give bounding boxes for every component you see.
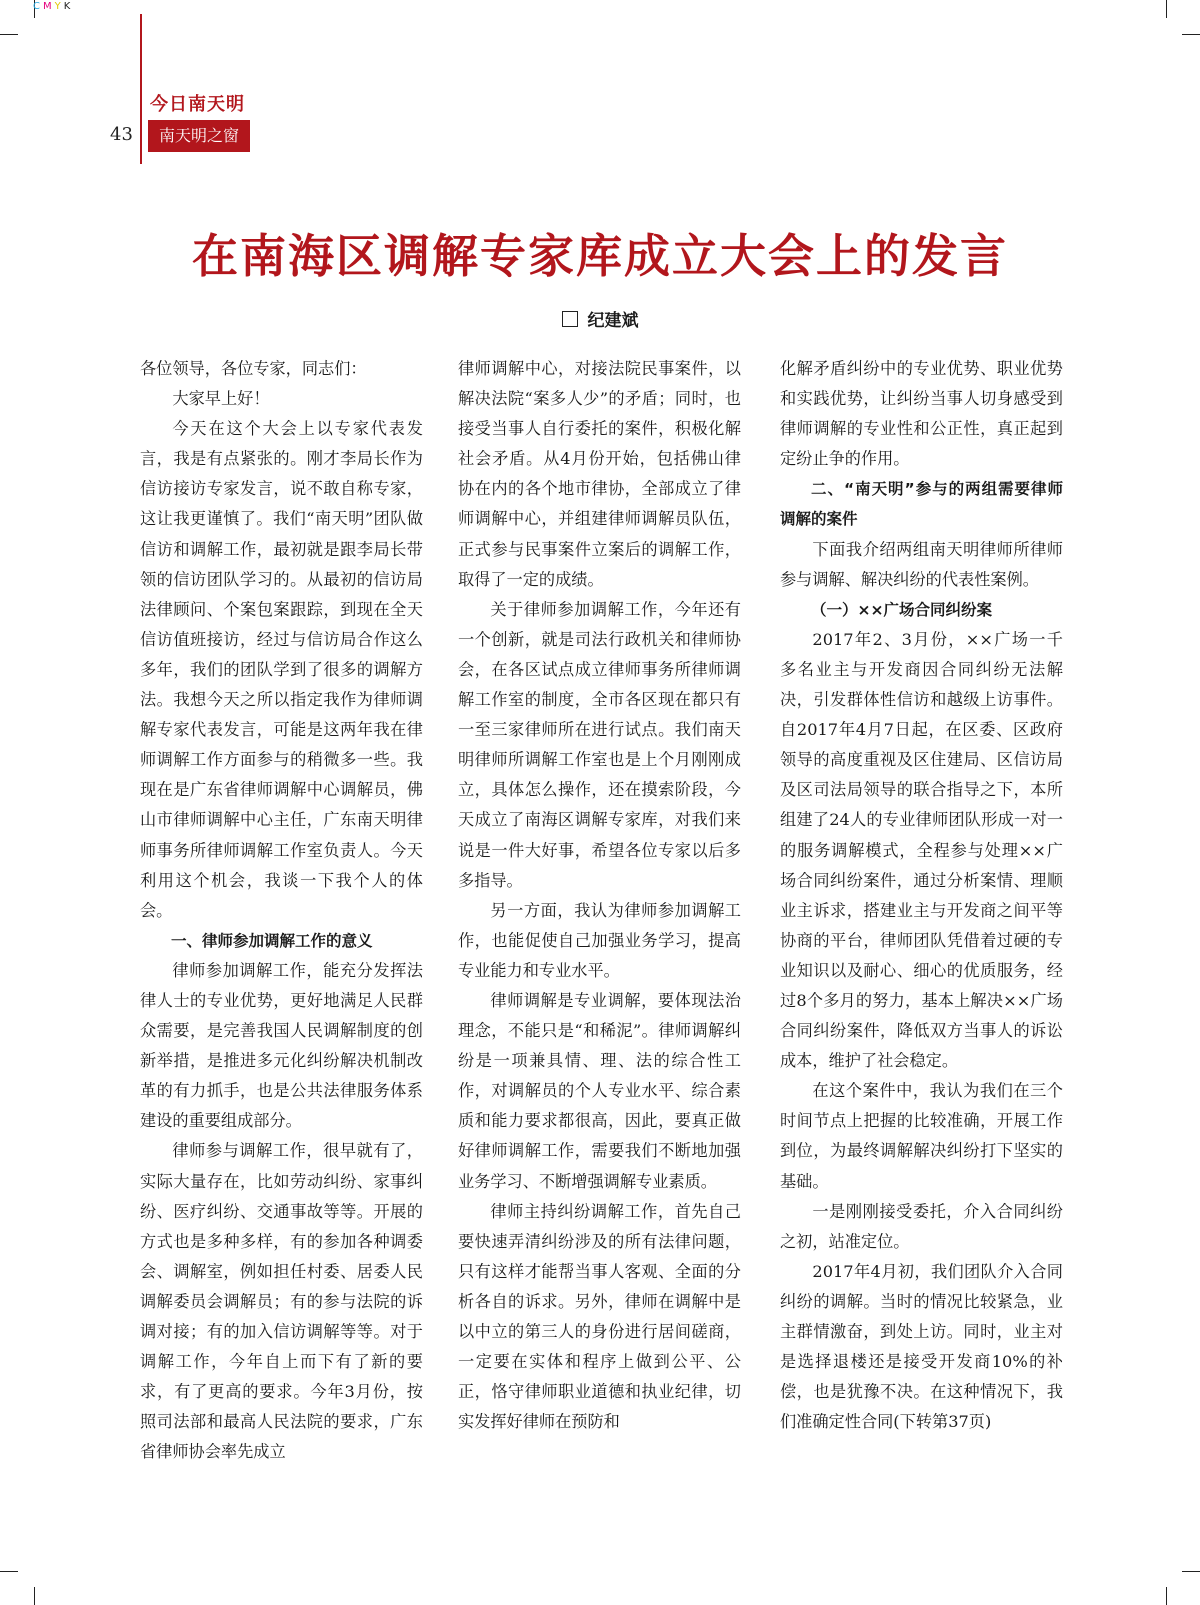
crop-mark-tr-v [1166, 0, 1167, 18]
paragraph: 律师参加调解工作，能充分发挥法律人士的专业优势，更好地满足人民群众需要，是完善我国人民调解制度的创新举措，是推进多元化纠纷解决机制改革的有力抓手，也是公共法律服务体系建设的重要组成部分。 [140, 960, 423, 1131]
crop-mark-br-v [1166, 1587, 1167, 1605]
crop-mark-tl-h [0, 34, 18, 35]
paragraph: 在这个案件中，我认为我们在三个时间节点上把握的比较准确，开展工作到位，为最终调解解决纠纷打下坚实的基础。 [780, 1081, 1063, 1191]
paragraph: 律师主持纠纷调解工作，首先自己要快速弄清纠纷涉及的所有法律问题，只有这样才能帮当事人客观、全面的分析各自的诉求。另外，律师在调解中是以中立的第三人的身份进行居间磋商，一定要在实体和程序上做到公平、公正，恪守律师职业道德和执业纪律，切实发挥好律师在预防和 [458, 1201, 741, 1432]
text-column-3 [780, 354, 1063, 1437]
paragraph: 今天在这个大会上以专家代表发言，我是有点紧张的。刚才李局长作为信访接访专家发言，说不敢自称专家，这让我更谨慎了。我们“南天明”团队做信访和调解工作，最初就是跟李局长带领的信访团队学习的。从最初的信访局法律顾问、个案包案跟踪，到现在全天信访值班接访，经过与信访局合作这么多年，我们的团队学到了很多的调解方法。我想今天之所以指定我作为律师调解专家代表发言，可能是这两年我在律师调解工作方面参与的稍微多一些。我现在是广东省律师调解中心调解员，佛山市律师调解中心主任，广东南天明律师事务所律师调解工作室负责人。今天利用这个机会，我谈一下我个人的体会。 [140, 419, 423, 920]
section-heading: 二、“南天明”参与的两组需要律师调解的案件 [780, 480, 1063, 529]
text-column-2 [458, 354, 741, 1437]
subsection-heading: （一）××广场合同纠纷案 [811, 600, 992, 619]
salutation: 各位领导，各位专家，同志们： [140, 359, 367, 378]
text-column-1 [140, 354, 423, 1467]
cmyk-registration-label [33, 1, 73, 12]
crop-mark-bl-h [0, 1571, 18, 1572]
paragraph: 律师参与调解工作，很早就有了，实际大量存在，比如劳动纠纷、家事纠纷、医疗纠纷、交通事故等等。开展的方式也是多种多样，有的参加各种调委会、调解室，例如担任村委、居委人民调解委员会调解员；有的参与法院的诉调对接；有的加入信访调解等等。对于调解工作，今年自上而下有了新的要求，有了更高的要求。今年3月份，按照司法部和最高人民法院的要求，广东省律师协会率先成立 [140, 1141, 423, 1462]
byline-box-icon [562, 311, 578, 327]
paragraph: 大家早上好！ [172, 389, 270, 409]
paragraph: 另一方面，我认为律师参加调解工作，也能促使自己加强业务学习，提高专业能力和专业水平。 [458, 900, 741, 980]
page-number: 43 [110, 124, 133, 145]
cmyk-k: K [63, 1, 74, 12]
cmyk-y: Y [54, 1, 64, 12]
crop-mark-bl-v [34, 1587, 35, 1605]
article-title: 在南海区调解专家库成立大会上的发言 [192, 229, 1008, 283]
cmyk-c: C [33, 1, 43, 12]
paragraph: 下面我介绍两组南天明律师所律师参与调解、解决纠纷的代表性案例。 [780, 539, 1063, 589]
paragraph-continued: 化解矛盾纠纷中的专业优势、职业优势和实践优势，让纠纷当事人切身感受到律师调解的专业性和公正性，真正起到定纷止争的作用。 [780, 359, 1063, 469]
crop-mark-tr-h [1182, 34, 1200, 35]
author-name: 纪建斌 [587, 311, 639, 331]
paragraph: 2017年4月初，我们团队介入合同纠纷的调解。当时的情况比较紧急，业主群情激奋，到处上访。同时，业主对是选择退楼还是接受开发商10%的补偿，也是犹豫不决。在这种情况下，我们准确定性合同(下转第37页) [780, 1261, 1063, 1432]
paragraph: 律师调解是专业调解，要体现法治理念，不能只是“和稀泥”。律师调解纠纷是一项兼具情、理、法的综合性工作，对调解员的个人专业水平、综合素质和能力要求都很高，因此，要真正做好律师调解工作，需要我们不断地加强业务学习、不断增强调解专业素质。 [458, 990, 741, 1191]
column-tag: 南天明之窗 [148, 120, 250, 152]
cmyk-m: M [42, 1, 55, 12]
header-red-rule [140, 14, 142, 164]
byline [0, 306, 1200, 331]
paragraph: 一是刚刚接受委托，介入合同纠纷之初，站准定位。 [780, 1201, 1063, 1251]
paragraph: 关于律师参加调解工作，今年还有一个创新，就是司法行政机关和律师协会，在各区试点成立律师事务所律师调解工作室的制度，全市各区现在都只有一至三家律师所在进行试点。我们南天明律师所调解工作室也是上个月刚刚成立，具体怎么操作，还在摸索阶段，今天成立了南海区调解专家库，对我们来说是一件大好事，希望各位专家以后多多指导。 [458, 599, 741, 890]
paragraph: 2017年2、3月份，××广场一千多名业主与开发商因合同纠纷无法解决，引发群体性信访和越级上访事件。自2017年4月7日起，在区委、区政府领导的高度重视及区住建局、区信访局及区司法局领导的联合指导之下，本所组建了24人的专业律师团队形成一对一的服务调解模式，全程参与处理××广场合同纠纷案件，通过分析案情、理顺业主诉求，搭建业主与开发商之间平等协商的平台，律师团队凭借着过硬的专业知识以及耐心、细心的优质服务，经过8个多月的努力，基本上解决××广场合同纠纷案件，降低双方当事人的诉讼成本，维护了社会稳定。 [780, 629, 1063, 1071]
section-title: 今日南天明 [150, 94, 245, 115]
crop-mark-br-h [1182, 1571, 1200, 1572]
section-heading: 一、律师参加调解工作的意义 [171, 931, 373, 950]
paragraph-continued: 律师调解中心，对接法院民事案件，以解决法院“案多人少”的矛盾；同时，也接受当事人自行委托的案件，积极化解社会矛盾。从4月份开始，包括佛山律协在内的各个地市律协，全部成立了律师调解中心，并组建律师调解员队伍，正式参与民事案件立案后的调解工作，取得了一定的成绩。 [458, 359, 741, 589]
